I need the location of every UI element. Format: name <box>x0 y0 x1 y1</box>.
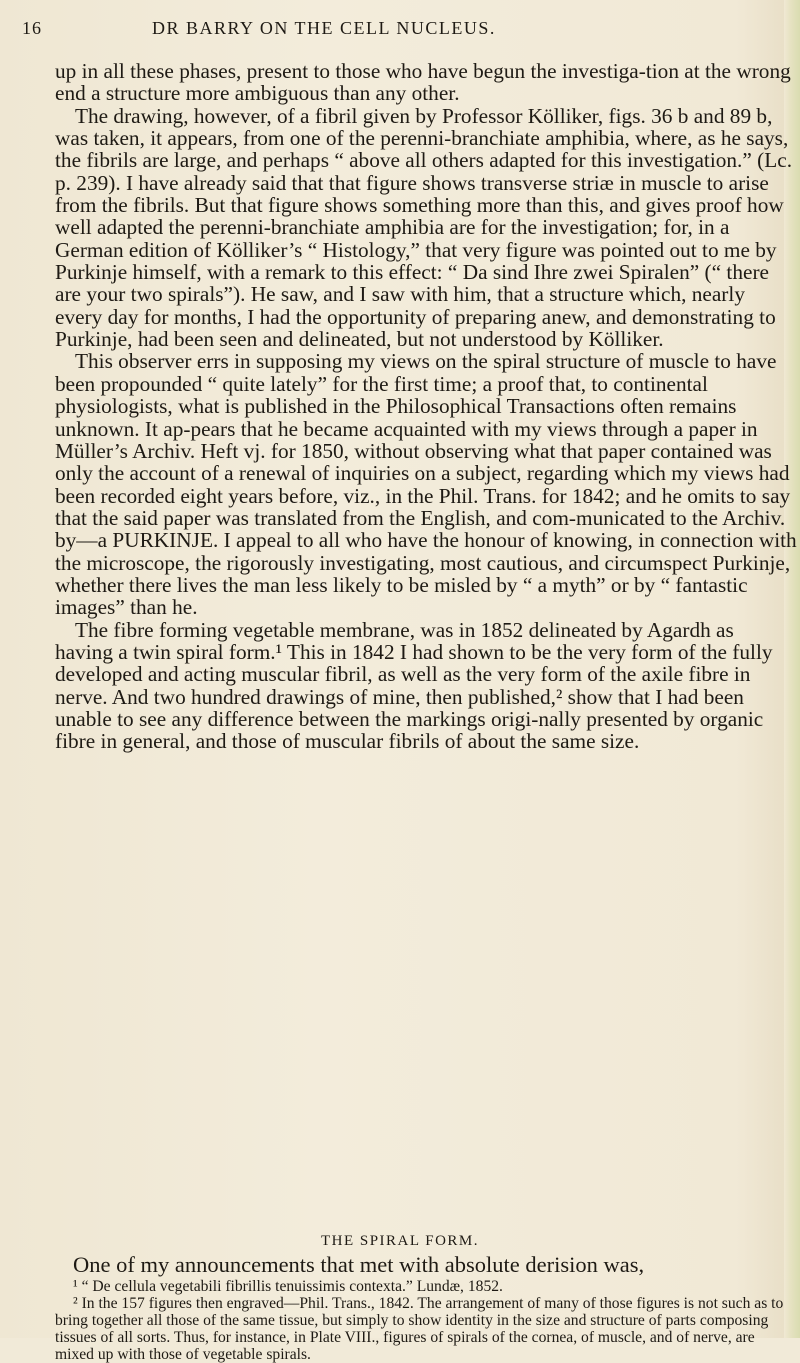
paragraph: This observer errs in supposing my views on the spiral structure of muscle to have been propounded “ quite lately” for the first time; a proof that, to continental physiologists, what is published in the Philosophical Transactions often remains unknown. It ap-pears that he became acquainted with my views through a paper in Müller’s Archiv. Heft vj. for 1850, without observing what that paper contained was only the account of a renewal of inquiries on a subject, regarding which my views had been recorded eight years before, viz., in the Phil. Trans. for 1842; and he omits to say that the said paper was translated from the English, and com-municated to the Archiv. by—a PURKINJE. I appeal to all who have the honour of knowing, in connection with the microscope, the rigorously investigating, most cautious, and circumspect Purkinje, whether there lives the man less likely to be misled by “ a myth” or by “ fantastic images” than he. <box>55 349 797 620</box>
footnotes <box>55 1278 797 1363</box>
section-heading: THE SPIRAL FORM. <box>320 1233 480 1249</box>
running-header <box>22 18 762 48</box>
paragraph: up in all these phases, present to those who have begun the investiga-tion at the wrong end a structure more ambiguous than any other. <box>55 59 791 106</box>
footnote: ² In the 157 figures then engraved—Phil. Trans., 1842. The arrangement of many of those figures is not such as to bring together all those of the same tissue, but simply to show identity in the size and structure of parts composing tissues of all sorts. Thus, for instance, in Plate VIII., figures of spirals of the cornea, of muscle, and of nerve, are mixed up with those of vegetable spirals. <box>55 1295 784 1363</box>
footnote: ¹ “ De cellula vegetabili fibrillis tenuissimis contexta.” Lundæ, 1852. <box>73 1278 503 1295</box>
running-title: DR BARRY ON THE CELL NUCLEUS. <box>152 18 496 38</box>
paragraph: The fibre forming vegetable membrane, was in 1852 delineated by Agardh as having a twin spiral form.¹ This in 1842 I had shown to be the very form of the fully developed and acting muscular fibril, as well as the very form of the axile fibre in nerve. And two hundred drawings of mine, then published,² show that I had been unable to see any difference between the markings origi-nally presented by organic fibre in general, and those of muscular fibrils of about the same size. <box>55 617 773 754</box>
paragraph: The drawing, however, of a fibril given by Professor Kölliker, figs. 36 b and 89 b, was taken, it appears, from one of the perenni-branchiate amphibia, where, as he says, the fibrils are large, and perhaps “ above all others adapted for this investigation.” (Lc. p. 239). I have already said that that figure shows transverse striæ in muscle to arise from the fibrils. But that figure shows something more than this, and gives proof how well adapted the perenni-branchiate amphibia are for the investigation; for, in a German edition of Kölliker’s “ Histology,” that very figure was pointed out to me by Purkinje himself, with a remark to this effect: “ Da sind Ihre zwei Spiralen” (“ there are your two spirals”). He saw, and I saw with him, that a structure which, nearly every day for months, I had the opportunity of preparing anew, and demonstrating to Purkinje, had been seen and delineated, but not understood by Kölliker. <box>55 103 793 352</box>
body-text <box>55 60 797 753</box>
page-number: 16 <box>22 18 42 38</box>
section-first-line: One of my announcements that met with absolute derision was, <box>73 1252 645 1277</box>
